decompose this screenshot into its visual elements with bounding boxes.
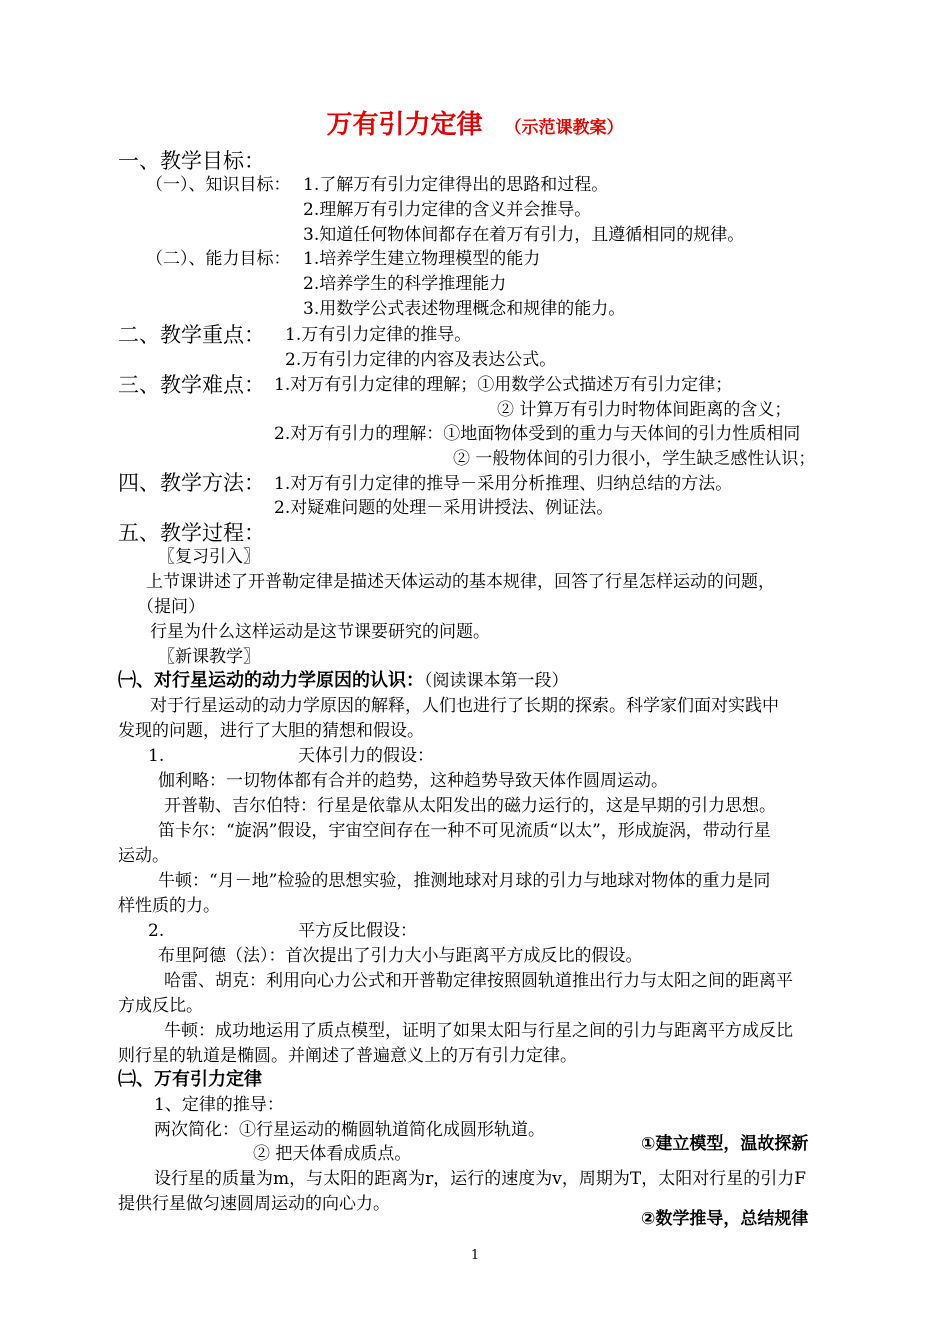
hypothesis-1-number: 1. [148, 746, 165, 766]
part1-heading [118, 670, 569, 692]
review-line: 上节课讲述了开普勒定律是描述天体运动的基本规律，回答了行星怎样运动的问题， [146, 572, 775, 592]
hypothesis-2-line: 方成反比。 [118, 996, 203, 1016]
knowledge-item: 2.理解万有引力定律的含义并会推导。 [303, 200, 592, 220]
hypothesis-2-line: 牛顿：成功地运用了质点模型，证明了如果太阳与行星之间的引力与距离平方成反比 [164, 1021, 793, 1041]
side-note: ②数学推导，总结规律 [641, 1209, 809, 1229]
ability-item: 3.用数学公式表述物理概念和规律的能力。 [303, 299, 626, 319]
title-sub: （示范课教案） [504, 118, 624, 138]
hypothesis-1-line: 笛卡尔：“旋涡”假设，宇宙空间存在一种不可见流质“以太”，形成旋涡，带动行星 [158, 821, 771, 841]
difficulty-item: 1.对万有引力定律的理解；①用数学公式描述万有引力定律； [274, 375, 733, 395]
knowledge-item: 1.了解万有引力定律得出的思路和过程。 [303, 175, 609, 195]
side-note: ①建立模型，温故探新 [641, 1134, 809, 1154]
simplify-line: ② 把天体看成质点。 [253, 1144, 412, 1164]
keypoint-item: 2.万有引力定律的内容及表达公式。 [285, 350, 557, 370]
difficulty-item: ② 一般物体间的引力很小，学生缺乏感性认识； [453, 449, 816, 469]
hypothesis-2-line: 布里阿德（法）：首次提出了引力大小与距离平方成反比的假设。 [158, 946, 643, 966]
keypoints-heading: 二、教学重点： [118, 323, 265, 347]
part1-note: （阅读课本第一段） [424, 671, 569, 691]
knowledge-label: （一）、知识目标： [146, 175, 291, 195]
derive-label: 1、定律的推导： [154, 1095, 284, 1115]
ability-label: （二）、能力目标： [146, 249, 291, 269]
knowledge-item: 3.知道任何物体间都存在着万有引力，且遵循相同的规律。 [303, 225, 745, 245]
page-title [0, 104, 950, 141]
setup-line: 设行星的质量为m，与太阳的距离为r，运行的速度为v，周期为T，太阳对行星的引力F [154, 1169, 806, 1189]
hypothesis-2-line: 则行星的轨道是椭圆。并阐述了普遍意义上的万有引力定律。 [118, 1046, 577, 1066]
review-line: 行星为什么这样运动是这节课要研究的问题。 [150, 622, 490, 642]
hypothesis-1-line: 伽利略：一切物体都有合并的趋势，这种趋势导致天体作圆周运动。 [158, 771, 668, 791]
part1-title: ㈠、对行星运动的动力学原因的认识： [118, 670, 424, 691]
review-tag: 〖复习引入〗 [158, 547, 260, 567]
hypothesis-1-title: 天体引力的假设： [298, 746, 434, 766]
hypothesis-1-line: 样性质的力。 [118, 896, 220, 916]
method-item: 1.对万有引力定律的推导－采用分析推理、归纳总结的方法。 [274, 474, 733, 494]
ability-item: 1.培养学生建立物理模型的能力 [303, 249, 541, 269]
part1-intro: 发现的问题，进行了大胆的猜想和假设。 [118, 721, 424, 741]
page-number: 1 [470, 1248, 480, 1263]
setup-line: 提供行星做匀速圆周运动的向心力。 [118, 1194, 390, 1214]
hypothesis-2-number: 2. [148, 921, 165, 941]
hypothesis-1-line: 牛顿：“月－地”检验的思想实验，推测地球对月球的引力与地球对物体的重力是同 [158, 871, 771, 891]
simplify-line: 两次简化：①行星运动的椭圆轨道简化成圆形轨道。 [154, 1120, 545, 1140]
part1-intro: 对于行星运动的动力学原因的解释，人们也进行了长期的探索。科学家们面对实践中 [150, 696, 779, 716]
hypothesis-1-line: 运动。 [118, 846, 169, 866]
part2-title: ㈡、万有引力定律 [118, 1069, 262, 1090]
process-heading: 五、教学过程： [118, 521, 265, 545]
difficulties-heading: 三、教学难点： [118, 373, 265, 397]
difficulty-item: 2.对万有引力的理解：①地面物体受到的重力与天体间的引力性质相同 [274, 424, 801, 444]
goals-heading: 一、教学目标： [118, 149, 265, 173]
hypothesis-2-title: 平方反比假设： [298, 921, 417, 941]
difficulty-item: ② 计算万有引力时物体间距离的含义； [497, 400, 792, 420]
hypothesis-1-line: 开普勒、吉尔伯特：行星是依靠从太阳发出的磁力运行的，这是早期的引力思想。 [164, 796, 776, 816]
ability-item: 2.培养学生的科学推理能力 [303, 274, 507, 294]
new-lesson-tag: 〖新课教学〗 [158, 647, 260, 667]
keypoint-item: 1.万有引力定律的推导。 [285, 325, 472, 345]
hypothesis-2-line: 哈雷、胡克：利用向心力公式和开普勒定律按照圆轨道推出行力与太阳之间的距离平 [164, 971, 793, 991]
method-item: 2.对疑难问题的处理－采用讲授法、例证法。 [274, 498, 614, 518]
methods-heading: 四、教学方法： [118, 471, 265, 495]
title-main: 万有引力定律 [326, 110, 483, 140]
review-line: （提问） [137, 597, 205, 617]
